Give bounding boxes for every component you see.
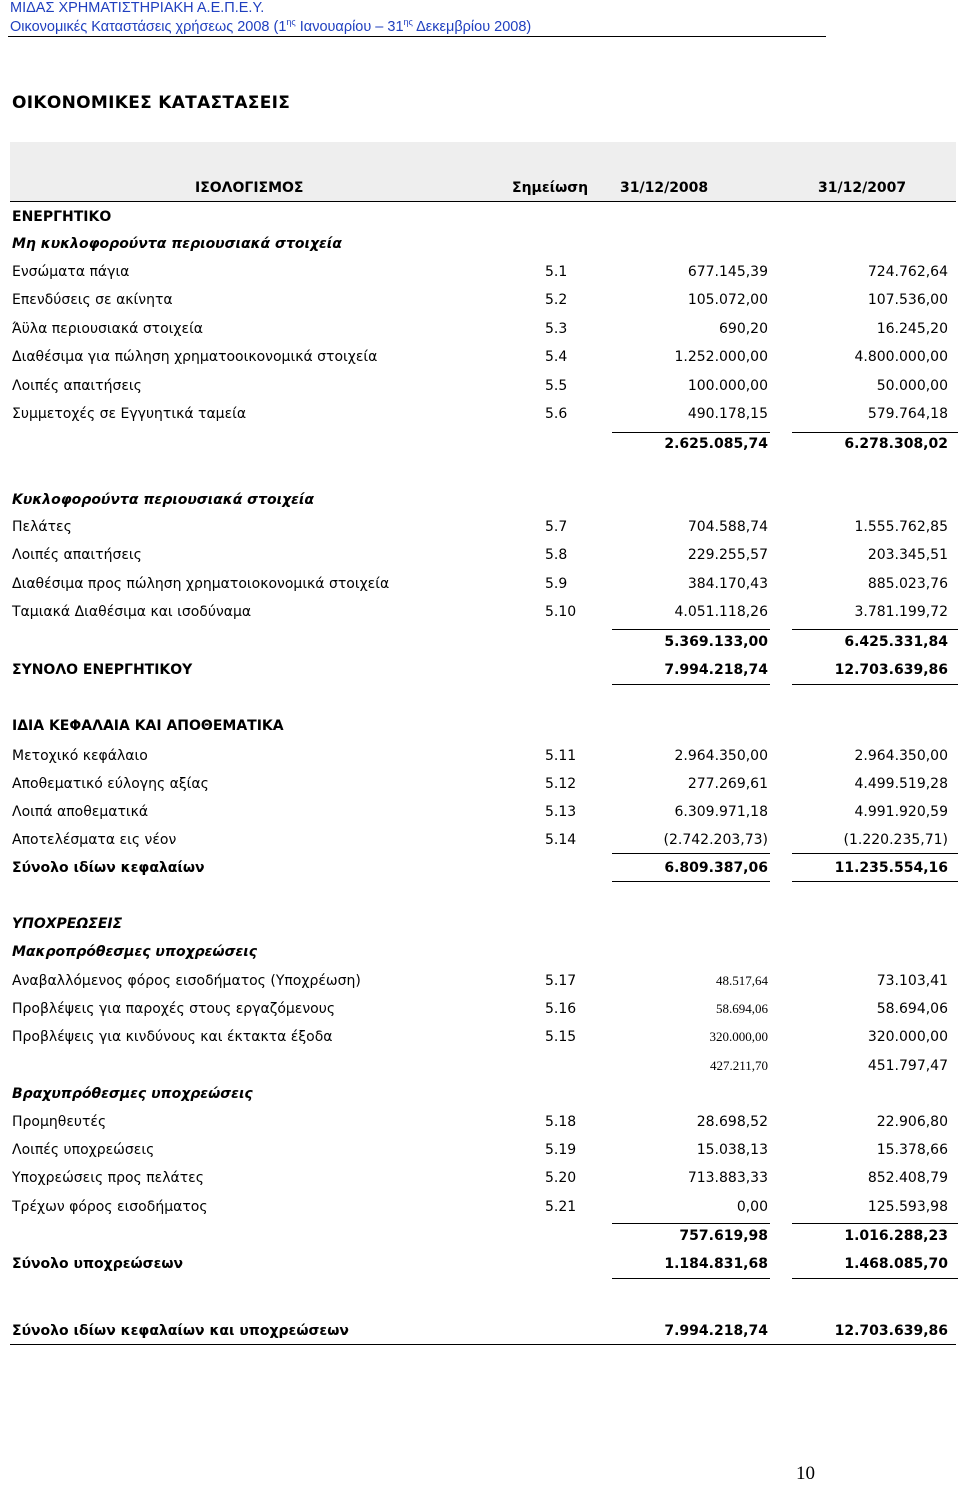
note-ref: 5.18 [545, 1114, 577, 1130]
note-ref: 5.7 [545, 519, 568, 535]
table-row [0, 547, 960, 571]
note-ref: 5.17 [545, 973, 577, 989]
value-2007: 579.764,18 [867, 406, 948, 422]
report-period [10, 17, 825, 35]
note-ref: 5.5 [545, 377, 568, 394]
row-label: Πελάτες [12, 519, 72, 535]
note-ref: 5.21 [545, 1198, 577, 1215]
note-ref: 5.4 [545, 349, 568, 366]
long-term-liabilities-heading [0, 944, 960, 968]
value-2007: 107.536,00 [867, 292, 948, 309]
value-2007: 203.345,51 [867, 547, 948, 564]
row-label: Άϋλα περιουσιακά στοιχεία [12, 320, 204, 337]
value-2008: 28.698,52 [696, 1114, 768, 1130]
table-row [0, 604, 960, 628]
value-2008: 690,20 [719, 320, 768, 337]
value-2008: 1.184.831,68 [664, 1256, 768, 1272]
total-rule [792, 684, 958, 685]
grand-total-rule [10, 1344, 956, 1345]
row-label: Σύνολο ιδίων κεφαλαίων και υποχρεώσεων [12, 1323, 349, 1339]
note-ref: 5.12 [545, 776, 577, 792]
value-2007: 451.797,47 [867, 1058, 948, 1074]
col-2007-header: 31/12/2007 [818, 180, 907, 196]
value-2007: 4.499.519,28 [854, 776, 948, 792]
table-row [0, 264, 960, 288]
page-number: 10 [796, 1463, 815, 1484]
value-2007: 852.408,79 [867, 1170, 948, 1187]
row-label: Λοιπές απαιτήσεις [12, 547, 142, 564]
value-2007: 11.235.554,16 [834, 860, 948, 876]
value-2008: 713.883,33 [687, 1170, 768, 1187]
value-2008: 2.625.085,74 [664, 436, 768, 452]
value-2008: 48.517,64 [716, 973, 768, 988]
value-2008: 1.252.000,00 [674, 349, 768, 366]
value-2008: 277.269,61 [687, 776, 768, 792]
row-label: Λοιπές απαιτήσεις [12, 377, 142, 394]
current-heading-label: Κυκλοφορούντα περιουσιακά στοιχεία [12, 492, 314, 508]
table-row [0, 1114, 960, 1138]
value-2008: 6.309.971,18 [674, 804, 768, 820]
note-ref: 5.2 [545, 292, 568, 309]
note-ref: 5.19 [545, 1142, 577, 1159]
value-2007: 50.000,00 [876, 377, 948, 394]
row-label: Σύνολο ιδίων κεφαλαίων [12, 860, 205, 876]
note-column-header: Σημείωση [512, 180, 589, 196]
col-2008-header: 31/12/2008 [620, 180, 709, 196]
row-label: Αποτελέσματα εις νέον [12, 832, 177, 848]
table-row [0, 973, 960, 997]
table-row [0, 1029, 960, 1053]
table-row [0, 804, 960, 828]
value-2007: 1.016.288,23 [844, 1228, 948, 1244]
note-ref: 5.8 [545, 547, 568, 564]
table-row [0, 292, 960, 316]
value-2008: 427.211,70 [709, 1058, 768, 1073]
subtotal-rule [612, 853, 770, 854]
table-row [0, 576, 960, 600]
period-text-b: Ιανουαρίου – 31 [295, 18, 404, 35]
row-label: Αποθεματικό εύλογης αξίας [12, 776, 209, 792]
value-2007: (1.220.235,71) [843, 832, 948, 848]
value-2007: 320.000,00 [867, 1029, 948, 1046]
row-label: Διαθέσιμα προς πώληση χρηματοιοκονομικά στοιχεία [12, 575, 390, 592]
value-2007: 12.703.639,86 [834, 662, 948, 678]
value-2008: 677.145,39 [687, 264, 768, 280]
total-liabilities-row [0, 1256, 960, 1280]
period-sup-2: ης [403, 17, 413, 27]
value-2007: 15.378,66 [876, 1142, 948, 1159]
value-2007: 1.555.762,85 [854, 519, 948, 535]
total-assets-row [0, 662, 960, 686]
table-row [0, 321, 960, 345]
short-term-liabilities-heading [0, 1086, 960, 1110]
value-2007: 885.023,76 [867, 575, 948, 592]
value-2007: 2.964.350,00 [854, 748, 948, 764]
note-ref: 5.9 [545, 575, 568, 592]
row-label: Λοιπά αποθεματικά [12, 804, 149, 820]
page-title: ΟΙΚΟΝΟΜΙΚΕΣ ΚΑΤΑΣΤΑΣΕΙΣ [12, 93, 291, 113]
header-rule [10, 201, 956, 202]
row-label: Αναβαλλόμενος φόρος εισοδήματος (Υποχρέωση) [12, 973, 361, 989]
value-2008: 320.000,00 [709, 1029, 768, 1045]
value-2008: 4.051.118,26 [674, 604, 768, 621]
total-rule [612, 881, 770, 882]
total-rule [612, 684, 770, 685]
value-2008: 2.964.350,00 [674, 748, 768, 764]
row-label: Ενσώματα πάγια [12, 264, 130, 280]
non-current-assets-total [0, 436, 960, 460]
value-2008: 384.170,43 [687, 575, 768, 592]
total-rule [792, 1278, 958, 1279]
note-ref: 5.3 [545, 320, 568, 337]
liabilities-heading-label: ΥΠΟΧΡΕΩΣΕΙΣ [12, 916, 123, 932]
subtotal-rule [612, 629, 770, 630]
liabilities-heading [0, 916, 960, 940]
long-term-liabilities-total [0, 1058, 960, 1082]
value-2007: 6.425.331,84 [844, 634, 948, 650]
value-2008: 704.588,74 [687, 519, 768, 535]
row-label: Διαθέσιμα για πώληση χρηματοοικονομικά στοιχεία [12, 349, 378, 366]
non-current-assets-heading [0, 236, 960, 260]
subtotal-rule [792, 432, 958, 433]
short-term-liabilities-total [0, 1228, 960, 1252]
note-ref: 5.10 [545, 604, 577, 621]
note-ref: 5.13 [545, 804, 577, 820]
subtotal-rule [792, 1223, 958, 1224]
value-2008: 490.178,15 [687, 406, 768, 422]
period-text-c: Δεκεμβρίου 2008) [412, 18, 532, 35]
table-row [0, 748, 960, 772]
total-rule [792, 881, 958, 882]
company-name: ΜΙΔΑΣ ΧΡΗΜΑΤΙΣΤΗΡΙΑΚΗ Α.Ε.Π.Ε.Υ. [10, 0, 265, 16]
table-row [0, 1199, 960, 1223]
value-2008: 7.994.218,74 [664, 662, 768, 678]
equity-heading [0, 718, 960, 742]
current-assets-heading [0, 492, 960, 516]
value-2007: 125.593,98 [867, 1198, 948, 1215]
subtotal-rule [612, 432, 770, 433]
value-2008: 5.369.133,00 [664, 634, 768, 650]
value-2007: 3.781.199,72 [854, 604, 948, 621]
value-2008: 100.000,00 [687, 377, 768, 394]
row-label: Τρέχων φόρος εισοδήματος [12, 1198, 208, 1215]
header-divider [8, 36, 826, 37]
row-label: Συμμετοχές σε Εγγυητικά ταμεία [12, 406, 247, 422]
note-ref: 5.11 [545, 748, 577, 764]
value-2007: 12.703.639,86 [834, 1323, 948, 1339]
value-2008: 15.038,13 [696, 1142, 768, 1159]
period-text-a: Οικονομικές Καταστάσεις χρήσεως 2008 (1 [10, 18, 287, 35]
note-ref: 5.14 [545, 832, 577, 848]
value-2007: 4.991.920,59 [854, 804, 948, 820]
short-term-heading-label: Βραχυπρόθεσμες υποχρεώσεις [12, 1086, 253, 1102]
value-2007: 16.245,20 [876, 320, 948, 337]
row-label: Προβλέψεις για παροχές στους εργαζόμενους [12, 1001, 336, 1018]
period-sup-1: ης [286, 17, 296, 27]
row-label: Προμηθευτές [12, 1114, 107, 1130]
row-label: Υποχρεώσεις προς πελάτες [12, 1170, 204, 1187]
note-ref: 5.20 [545, 1170, 577, 1187]
subtotal-rule [612, 1223, 770, 1224]
value-2007: 73.103,41 [876, 973, 948, 989]
table-row [0, 776, 960, 800]
note-ref: 5.6 [545, 406, 568, 422]
value-2007: 6.278.308,02 [844, 436, 948, 452]
value-2008: 58.694,06 [716, 1001, 768, 1017]
row-label: Ταμιακά Διαθέσιμα και ισοδύναμα [12, 604, 252, 621]
note-ref: 5.16 [545, 1001, 577, 1018]
row-label: Μετοχικό κεφάλαιο [12, 748, 148, 764]
value-2007: 58.694,06 [876, 1001, 948, 1018]
table-row [0, 519, 960, 543]
row-label: Σύνολο υποχρεώσεων [12, 1256, 184, 1272]
balance-sheet-heading: ΙΣΟΛΟΓΙΣΜΟΣ [195, 180, 304, 196]
assets-heading-label: ΕΝΕΡΓΗΤΙΚΟ [12, 209, 112, 225]
table-row [0, 1142, 960, 1166]
value-2008: 0,00 [736, 1198, 768, 1215]
table-row [0, 378, 960, 402]
non-current-heading-label: Μη κυκλοφορούντα περιουσιακά στοιχεία [12, 236, 342, 252]
value-2007: 4.800.000,00 [854, 349, 948, 366]
value-2007: 724.762,64 [867, 264, 948, 280]
table-row [0, 406, 960, 430]
value-2008: 229.255,57 [687, 547, 768, 564]
long-term-heading-label: Μακροπρόθεσμες υποχρεώσεις [12, 944, 258, 960]
note-ref: 5.15 [545, 1029, 577, 1046]
value-2008: 105.072,00 [687, 292, 768, 309]
current-assets-total [0, 634, 960, 658]
value-2008: 757.619,98 [679, 1228, 768, 1244]
table-row [0, 1170, 960, 1194]
value-2007: 22.906,80 [876, 1114, 948, 1130]
assets-heading [0, 209, 960, 233]
value-2008: (2.742.203,73) [663, 832, 768, 848]
note-ref: 5.1 [545, 264, 568, 280]
value-2008: 7.994.218,74 [664, 1323, 768, 1339]
table-row [0, 1001, 960, 1025]
subtotal-rule [792, 629, 958, 630]
total-rule [612, 1278, 770, 1279]
table-row [0, 349, 960, 373]
row-label: Προβλέψεις για κινδύνους και έκτακτα έξοδα [12, 1029, 333, 1046]
row-label: Λοιπές υποχρεώσεις [12, 1142, 155, 1159]
equity-heading-label: ΙΔΙΑ ΚΕΦΑΛΑΙΑ ΚΑΙ ΑΠΟΘΕΜΑΤΙΚΑ [12, 718, 284, 734]
row-label: ΣΥΝΟΛΟ ΕΝΕΡΓΗΤΙΚΟΥ [12, 662, 193, 678]
value-2007: 1.468.085,70 [844, 1256, 948, 1272]
row-label: Επενδύσεις σε ακίνητα [12, 292, 173, 309]
value-2008: 6.809.387,06 [664, 860, 768, 876]
subtotal-rule [792, 853, 958, 854]
